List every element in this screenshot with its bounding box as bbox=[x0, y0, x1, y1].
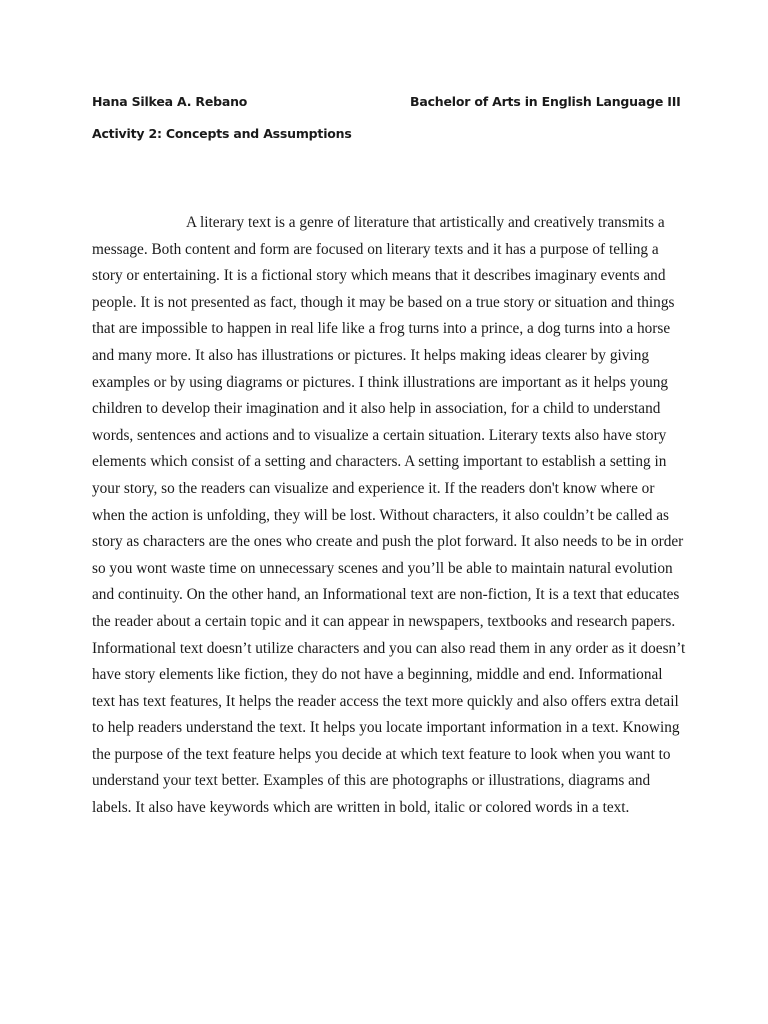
essay-line: and continuity. On the other hand, an Informational text are non-fiction, It is a text that educates bbox=[92, 586, 680, 604]
essay-paragraph bbox=[92, 210, 686, 822]
essay-line: your story, so the readers can visualize and experience it. If the readers don't know where or bbox=[92, 479, 655, 497]
document-header bbox=[92, 94, 692, 114]
essay-line: and many more. It also has illustrations or pictures. It helps making ideas clearer by giving bbox=[92, 346, 649, 364]
essay-line: words, sentences and actions and to visualize a certain situation. Literary texts also have story bbox=[92, 426, 667, 444]
essay-line: elements which consist of a setting and characters. A setting important to establish a setting in bbox=[92, 453, 667, 471]
essay-line: A literary text is a genre of literature that artistically and creatively transmits a bbox=[186, 214, 665, 231]
essay-line: have story elements like fiction, they do not have a beginning, middle and end. Informational bbox=[92, 666, 663, 684]
essay-line: examples or by using diagrams or pictures. I think illustrations are important as it helps young bbox=[92, 373, 669, 391]
author-name: Hana Silkea A. Rebano bbox=[92, 94, 248, 109]
essay-line: story as characters are the ones who create and push the plot forward. It also needs to be in order bbox=[92, 533, 684, 551]
essay-line: Informational text doesn’t utilize characters and you can also read them in any order as it doesn’t bbox=[92, 639, 686, 657]
essay-line: children to develop their imagination and it also help in association, for a child to understand bbox=[92, 400, 661, 418]
essay-line: text has text features, It helps the reader access the text more quickly and also offers extra detail bbox=[92, 692, 679, 710]
essay-line: that are impossible to happen in real life like a frog turns into a prince, a dog turns into a horse bbox=[92, 320, 671, 338]
program-name: Bachelor of Arts in English Language III bbox=[410, 94, 681, 109]
activity-title: Activity 2: Concepts and Assumptions bbox=[92, 126, 352, 141]
essay-line: labels. It also have keywords which are written in bold, italic or colored words in a text. bbox=[92, 799, 630, 817]
essay-line: to help readers understand the text. It helps you locate important information in a text. Knowing bbox=[92, 719, 680, 737]
essay-line: message. Both content and form are focused on literary texts and it has a purpose of telling a bbox=[92, 240, 659, 258]
essay-line: people. It is not presented as fact, though it may be based on a true story or situation and things bbox=[92, 293, 675, 311]
essay-line: story or entertaining. It is a fictional story which means that it describes imaginary events and bbox=[92, 267, 666, 285]
essay-line: when the action is unfolding, they will be lost. Without characters, it also couldn’t be called as bbox=[92, 506, 669, 524]
essay-line: the reader about a certain topic and it can appear in newspapers, textbooks and research papers. bbox=[92, 612, 676, 630]
essay-line: so you wont waste time on unnecessary scenes and you’ll be able to maintain natural evolution bbox=[92, 559, 673, 577]
essay-line: the purpose of the text feature helps you decide at which text feature to look when you want to bbox=[92, 745, 671, 763]
essay-line: understand your text better. Examples of this are photographs or illustrations, diagrams and bbox=[92, 772, 651, 790]
